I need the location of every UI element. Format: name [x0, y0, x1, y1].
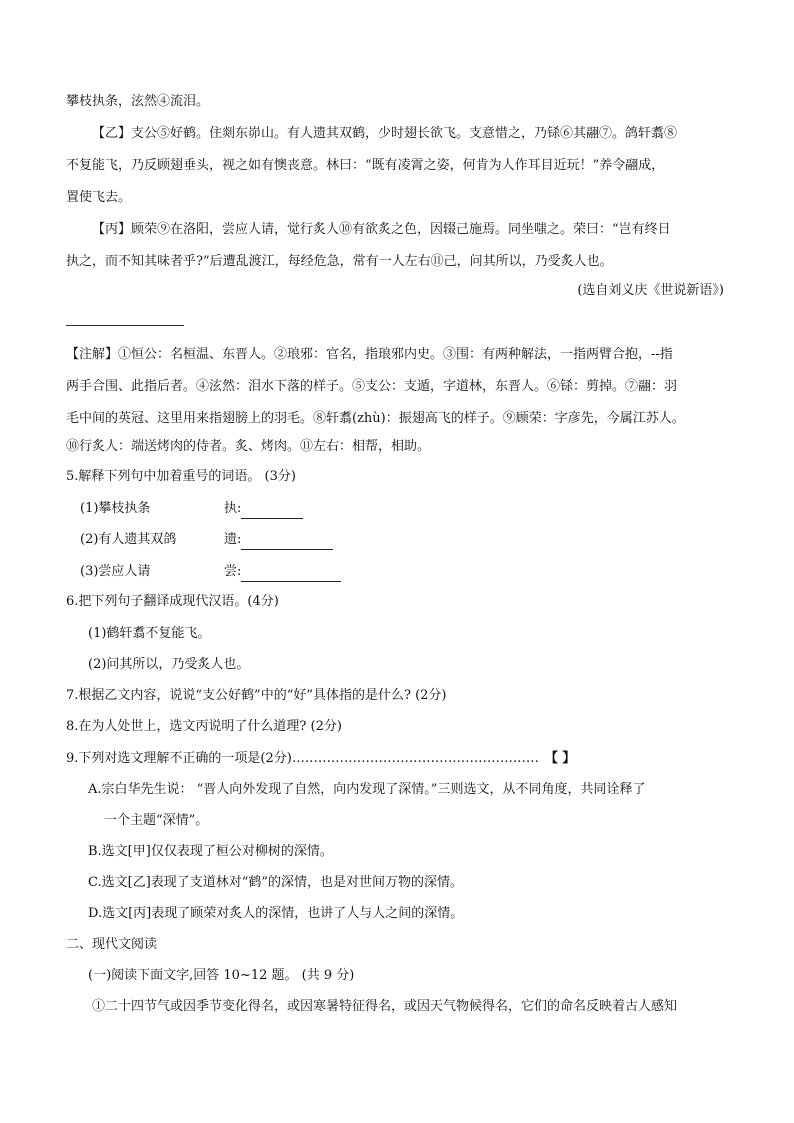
passage-yi-line-2: 不复能飞，乃反顾翅垂头，视之如有懊丧意。林曰：“既有凌霄之姿，何肯为人作耳目近玩！”养令翮成， [66, 158, 665, 173]
notes-divider [66, 325, 184, 326]
q5-item-2-phrase: (2)有人遗其双鸽 [80, 532, 177, 547]
q5-item-1-label: 执: [224, 501, 242, 516]
notes-line-2: 两手合围、此指后者。④泫然：泪水下落的样子。⑤支公：支遁，字道林，东晋人。⑥铩：剪掉。⑦翮：羽 [66, 379, 678, 394]
q5-answer-blank-1[interactable] [241, 504, 303, 519]
q5-answer-blank-3[interactable] [241, 567, 341, 582]
q5-item-3-label: 尝: [224, 564, 242, 579]
section2-sub: (一)阅读下面文字,回答 10~12 题。 (共 9 分) [88, 968, 355, 983]
q9-answer-bracket[interactable]: 【 】 [544, 751, 576, 766]
q5-item-3-phrase: (3)尝应人请 [80, 564, 151, 579]
passage-bing-line-2: 执之，而不知其味者乎?”后遭乱渡江，每经危急，常有一人左右⑪己，问其所以，乃受炙人也。 [66, 254, 613, 269]
q5-stem: 5.解释下列句中加着重号的词语。 (3分) [66, 469, 296, 484]
q9-option-d: D.选文[丙]表现了顾荣对炙人的深情，也讲了人与人之间的深情。 [88, 906, 464, 921]
passage-jia-tail: 攀枝执条，泫然④流泪。 [66, 94, 210, 109]
q5-item-1-key [224, 499, 303, 519]
q8-stem: 8.在为人处世上，选文丙说明了什么道理? (2分) [66, 719, 342, 734]
q9-option-a: A.宗白华先生说： “晋人向外发现了自然，向内发现了深情。”三则选文，从不同角度，共同诠释了 [88, 782, 646, 797]
q6-stem: 6.把下列句子翻译成现代汉语。(4分) [66, 594, 279, 609]
q9-option-c: C.选文[乙]表现了支道林对“鹤”的深情，也是对世间万物的深情。 [88, 875, 464, 890]
section2-title: 二、现代文阅读 [66, 937, 158, 952]
q5-item-2-key [224, 530, 333, 550]
notes-line-4: ⑩行炙人：端送烤肉的侍者。炙、烤肉。⑪左右：相帮，相助。 [66, 439, 431, 454]
section2-para-1: ①二十四节气或因季节变化得名，或因寒暑特征得名，或因天气物候得名，它们的命名反映着古人感知 [92, 999, 678, 1014]
passage-bing-line-1: 【丙】顾荣⑨在洛阳，尝应人请，觉行炙人⑩有欲炙之色，因辍己施焉。同坐嗤之。荣曰：“岂有终日 [92, 222, 671, 237]
q9-stem-text: 9.下列对选文理解不正确的一项是(2分)………………………………………………… [66, 751, 539, 766]
q9-option-b: B.选文[甲]仅仅表现了桓公对柳树的深情。 [88, 844, 333, 859]
q5-answer-blank-2[interactable] [241, 535, 333, 550]
q6-item-2: (2)问其所以，乃受炙人也。 [88, 657, 250, 672]
q9-option-a-cont: 一个主题“深情”。 [104, 813, 209, 828]
passage-yi-line-1: 【乙】支公⑤好鹤。住剡东峁山。有人遗其双鹤，少时翅长欲飞。支意惜之，乃铩⑥其翮⑦。鸽轩翥⑧ [92, 126, 678, 141]
notes-line-1: 【注解】①恒公：名桓温、东晋人。②琅邪：官名，指琅邪内史。③围：有两种解法，一指两臂合抱，--指 [66, 347, 673, 362]
q5-item-3-key [224, 562, 341, 582]
q7-stem: 7.根据乙文内容，说说“支公好鹤”中的“好”具体指的是什么? (2分) [66, 688, 447, 703]
q9-stem [66, 749, 575, 769]
q5-item-1-phrase: (1)攀枝执条 [80, 501, 151, 516]
passage-yi-line-3: 置使飞去。 [66, 190, 132, 205]
passage-source: (选自刘义庆《世说新语》) [577, 283, 724, 298]
q6-item-1: (1)鹤轩翥不复能飞。 [88, 626, 211, 641]
notes-line-3: 毛中间的英冠、这里用来指翅膀上的羽毛。⑧轩翥(zhù)：振翅高飞的样子。⑨顾荣：字彦先，今属江苏人。 [66, 411, 685, 426]
q5-item-2-label: 遗: [224, 532, 242, 547]
